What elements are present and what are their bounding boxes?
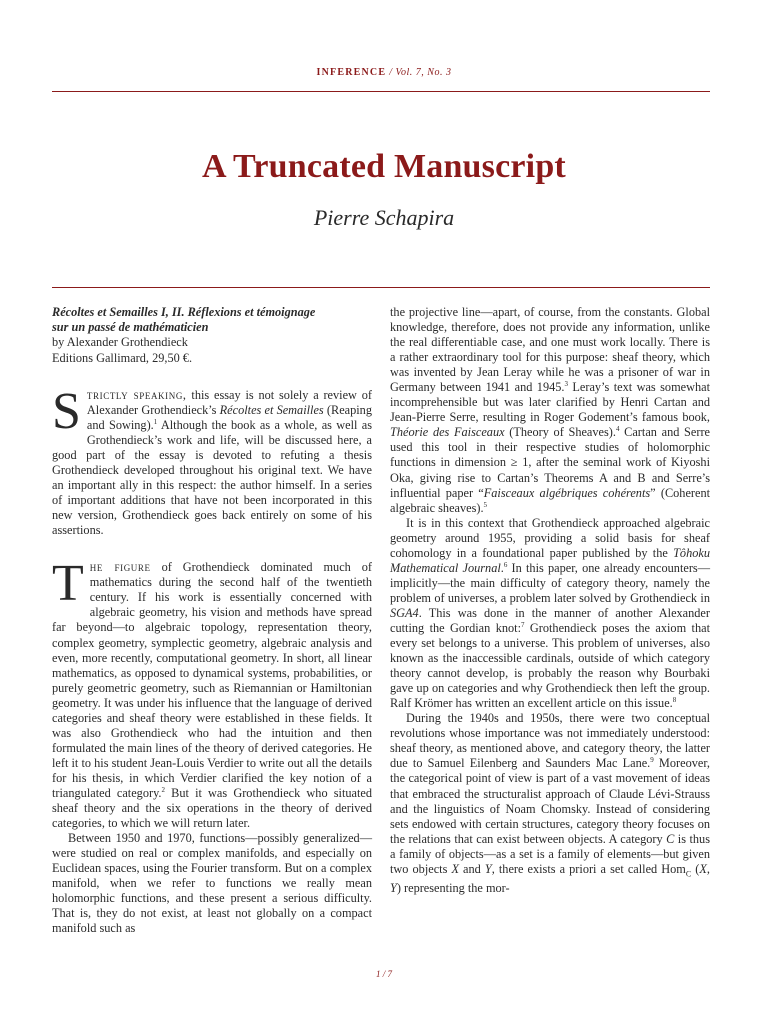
- left-column: [52, 305, 372, 936]
- math-variable: X: [699, 861, 707, 876]
- footnote-ref-1[interactable]: 1: [153, 417, 158, 426]
- text-run: ) representing the mor-: [396, 881, 510, 896]
- text-run: , there exists a priori a set called Hom: [491, 861, 686, 876]
- footnote-ref-2[interactable]: 2: [161, 785, 165, 794]
- text-run: Grothendieck poses the axiom that every set belongs to a universe. This problem of universes, also known as the inaccessible cardinals, outside of which category theory cannot develop, is probably the reason why Bourbaki gave up on categories and why Grothendieck then left the group. Ralf Krömer has written an excellent article on this issue.: [390, 620, 710, 711]
- math-variable: Y: [390, 881, 397, 896]
- paragraph-intro: [52, 382, 372, 538]
- math-variable: C: [666, 831, 675, 846]
- text-run: Leray’s text was somewhat incomprehensible but was later clarified by Henri Cartan and Jean-Pierre Serre, resulting in Roger Godement’s famous book,: [390, 380, 710, 425]
- footnote-ref-9[interactable]: 9: [650, 756, 654, 765]
- paper-title-inline: Faisceaux algébriques cohérents: [483, 485, 651, 500]
- paragraph-figure: [52, 555, 372, 831]
- math-variable: Y: [484, 861, 492, 876]
- paragraph-sheaves: [390, 305, 710, 516]
- footnote-ref-8[interactable]: 8: [672, 696, 677, 705]
- text-run: ,: [706, 861, 710, 876]
- paragraph-functions: Between 1950 and 1970, functions—possibly generalized—were studied on real or complex manifolds, and especially on Euclidean spaces, using the Fourier transform. But on a complex manifold, when we refer to functions we really mean holomorphic functions, and these present a serious difficulty. That is, they do not exist, at least not globally on a compact manifold such as: [52, 831, 372, 936]
- work-title-inline: SGA4: [390, 605, 419, 620]
- small-caps-lead: he figure: [89, 560, 151, 575]
- book-citation: [52, 305, 372, 366]
- text-run: is thus a family of objects—as a set is a family of elements—but given two objects: [390, 831, 710, 876]
- page-number: 1 / 7: [375, 969, 392, 979]
- text-run: During the 1940s and 1950s, there were two conceptual revolutions whose importance was not immediately understood: sheaf theory, as mentioned above, and category theory, the latter due to Samuel Eilenberg and Saunders Mac Lane.: [390, 711, 710, 771]
- header-rule: [52, 91, 710, 92]
- footnote-ref-3[interactable]: 3: [564, 380, 568, 389]
- book-title-line1: Récoltes et Semailles I, II. Réflexions et témoignage: [52, 305, 316, 319]
- text-run: (Theory of Sheaves).: [504, 425, 616, 440]
- text-run: the projective line—apart, of course, from the constants. Global knowledge, therefore, does not provide any information, unlike the real differentiable case, and one must work locally. There is a rather extraordinary tool for this purpose: sheaf theory, which was invented by Jean Leray while he was a prisoner of war in Germany between 1941 and 1945.: [390, 305, 710, 395]
- text-run: Although the book as a whole, as well as Grothendieck’s work and life, will be discussed here, a good part of the essay is devoted to refuting a thesis Grothendieck developed throughout his original text. We have an important ally in this respect: the author himself. In a series of important additions that have not been incorporated in this new version, Grothendieck goes back entirely on some of his assertions.: [52, 417, 372, 538]
- text-run: (: [691, 861, 700, 876]
- book-title-inline: Récoltes et Semailles: [219, 402, 324, 417]
- book-publisher: Editions Gallimard, 29,50 €.: [52, 350, 193, 365]
- journal-title-inline: Tôhoku Mathematical Journal: [390, 545, 710, 575]
- paragraph-context: [390, 516, 710, 712]
- masthead: [0, 67, 768, 78]
- book-title-inline: Théorie des Faisceaux: [390, 425, 505, 440]
- text-run: Cartan and Serre used this tool in their respective studies of holomorphic functions in dimension ≥ 1, after the seminal work of Kiyoshi Oka, giving rise to Cartan’s Theorems A and B and Serre’s influential paper “: [390, 425, 710, 500]
- text-run: and: [458, 861, 485, 876]
- text-run: It is in this context that Grothendieck approached algebraic geometry around 1955, providing a solid basis for sheaf cohomology in a foundational paper published by the: [390, 515, 710, 560]
- separator: /: [386, 67, 396, 78]
- footnote-ref-4[interactable]: 4: [615, 425, 620, 434]
- math-subscript: C: [685, 869, 692, 879]
- text-run: But it was Grothendieck who situated sheaf theory and the six operations in the theory of derived categories, to which we will return later.: [52, 785, 372, 831]
- text-run: . This was done in the manner of another Alexander cutting the Gordian knot:: [390, 605, 710, 635]
- footnote-ref-6[interactable]: 6: [503, 560, 508, 569]
- text-run: Moreover, the categorical point of view is part of a vast movement of ideas that embraced the structuralist approach of Claude Lévi-Strauss and the linguistics of Noam Chomsky. Instead of considering sets endowed with certain structures, category theory focuses on the relations that can exist between objects. A category: [390, 756, 710, 846]
- text-run: .: [500, 560, 504, 575]
- title-rule: [52, 287, 710, 288]
- text-run: ” (Coherent algebraic sheaves).: [390, 485, 711, 515]
- text-run: of Grothendieck dominated much of mathematics during the second half of the twentieth century. If his work is essentially concerned with algebraic geometry, his vision and methods have spread far beyond—to algebraic topology, representation theory, complex geometry, symplectic geometry, algebraic analysis and even, more recently, computational geometry. In short, all linear mathematics, as opposed to dynamical systems, probabilities, or purely geometric geometry, such as Riemannian or Hamiltonian geometry. It was under his influence that the language of derived categories and sheaf theory were established in these fields. It was also Grothendieck who had the intuition and then formulated the main lines of the theory of derived categories. He left it to his student Jean-Louis Verdier to write out all the details for his thesis, in which Verdier clarified the key notion of a triangulated category.: [52, 560, 372, 800]
- small-caps-lead: trictly speaking,: [86, 387, 187, 402]
- article-title: A Truncated Manuscript: [202, 148, 566, 185]
- footnote-ref-5[interactable]: 5: [483, 500, 488, 509]
- issue-volume[interactable]: Vol. 7, No. 3: [395, 67, 452, 78]
- book-author: by Alexander Grothendieck: [52, 335, 188, 350]
- text-run: (Reaping and Sowing).: [86, 402, 372, 432]
- article-author[interactable]: Pierre Schapira: [313, 205, 455, 230]
- text-run: this essay is not solely a review of Alexander Grothendieck’s: [86, 387, 372, 417]
- math-variable: X: [451, 861, 459, 876]
- book-title-line2: sur un passé de mathématicien: [52, 320, 209, 335]
- drop-cap-s: S: [52, 382, 81, 440]
- footnote-ref-7[interactable]: 7: [520, 620, 525, 629]
- publication-name[interactable]: INFERENCE: [316, 67, 387, 78]
- right-column: [390, 305, 710, 896]
- drop-cap-t: T: [52, 555, 84, 613]
- text-run: In this paper, one already encounters—implicitly—the main difficulty of category theory, namely the problem of universes, a problem later solved by Grothendieck in: [390, 560, 710, 605]
- paragraph-revolutions: [390, 711, 710, 896]
